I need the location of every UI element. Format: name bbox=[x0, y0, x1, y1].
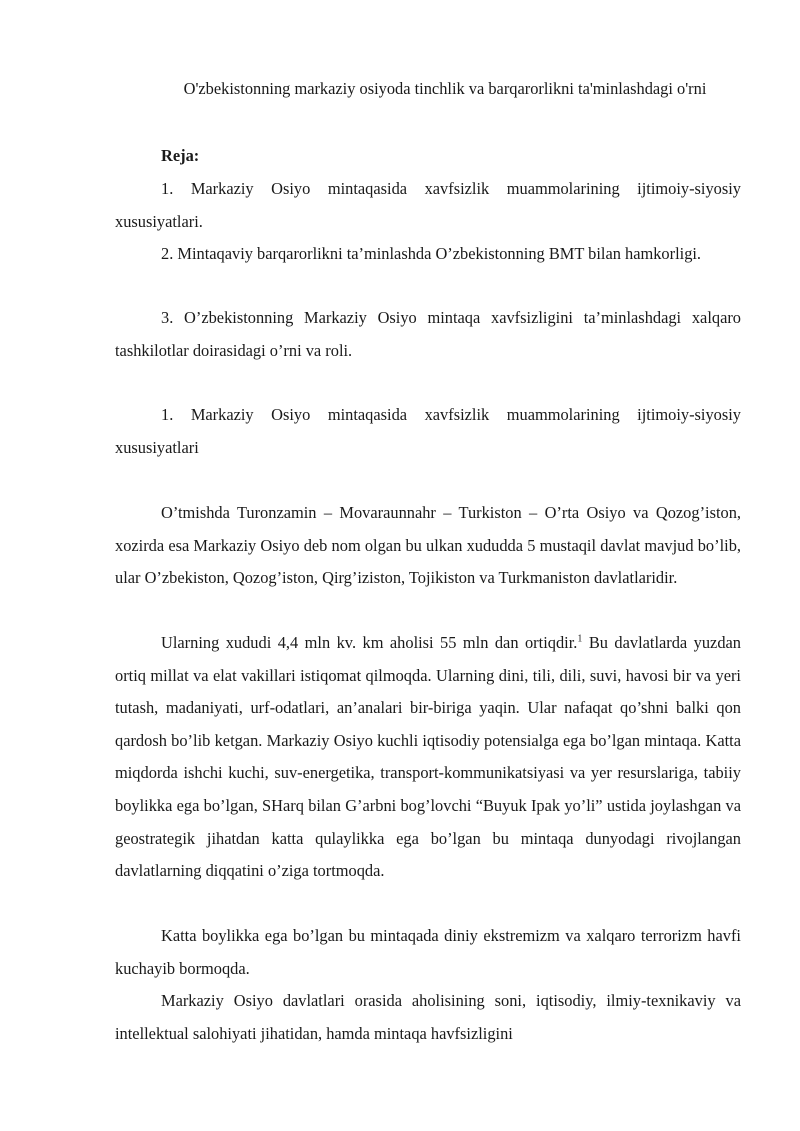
paragraph-2 bbox=[115, 627, 741, 888]
paragraph-3: Katta boylikka ega bo’lgan bu mintaqada diniy ekstremizm va xalqaro terrorizm havfi kuchayib bormoqda. bbox=[115, 926, 741, 978]
paragraph-2-lead: Ularning xududi 4,4 mln kv. km aholisi 55 mln dan ortiqdir. bbox=[161, 633, 578, 652]
paragraph-1: O’tmishda Turonzamin – Movaraunnahr – Turkiston – O’rta Osiyo va Qozog’iston, xozirda esa Markaziy Osiyo deb nom olgan bu ulkan xududda 5 mustaqil davlat mavjud bo’lib, ular O’zbekiston, Qozog’iston, Qirg’iziston, Tojikiston va Turkmaniston davlatlaridir. bbox=[115, 503, 741, 588]
plan-item-3: 3. O’zbekistonning Markaziy Osiyo mintaqa xavfsizligini ta’minlashdagi xalqaro tashkilotlar doirasidagi o’rni va roli. bbox=[115, 308, 741, 360]
section-heading: 1. Markaziy Osiyo mintaqasida xavfsizlik muammolarining ijtimoiy-siyosiy xususiyatlari bbox=[115, 405, 741, 457]
plan-item-2: 2. Mintaqaviy barqarorlikni ta’minlashda O’zbekistonning BMT bilan hamkorligi. bbox=[161, 244, 702, 263]
plan-heading: Reja: bbox=[161, 146, 200, 165]
paragraph-4: Markaziy Osiyo davlatlari orasida aholisining soni, iqtisodiy, ilmiy-texnikaviy va intellektual salohiyati jihatidan, hamda mintaqa havfsizligini bbox=[115, 991, 741, 1043]
plan-item-1: 1. Markaziy Osiyo mintaqasida xavfsizlik muammolarining ijtimoiy-siyosiy xususiyatlari. bbox=[115, 179, 741, 231]
document-title: O'zbekistonning markaziy osiyoda tinchlik va barqarorlikni ta'minlashdagi o'rni bbox=[183, 79, 707, 98]
paragraph-2-body: Bu davlatlarda yuzdan ortiq millat va elat vakillari istiqomat qilmoqda. Ularning dini, tili, dili, suvi, havosi bir va yeri tutash, madaniyati, urf-odatlari, an’analari bir-biriga yaqin. Ular nafaqat qo’shni balki qon qardosh bo’lib ketgan. Markaziy Osiyo kuchli iqtisodiy potensialga ega bo’lgan mintaqa. Katta miqdorda ishchi kuchi, suv-energetika, transport-kommunikatsiyasi va yer resurslariga, tabiiy boylikka ega bo’lgan, SHarq bilan G’arbni bog’lovchi “Buyuk Ipak yo’li” ustida joylashgan va geostrategik jihatdan katta qulaylikka ega bo’lgan bu mintaqa dunyodagi rivojlangan davlatlarning diqqatini o’ziga tortmoqda. bbox=[115, 633, 741, 881]
footnote-marker[interactable]: 1 bbox=[577, 633, 583, 645]
